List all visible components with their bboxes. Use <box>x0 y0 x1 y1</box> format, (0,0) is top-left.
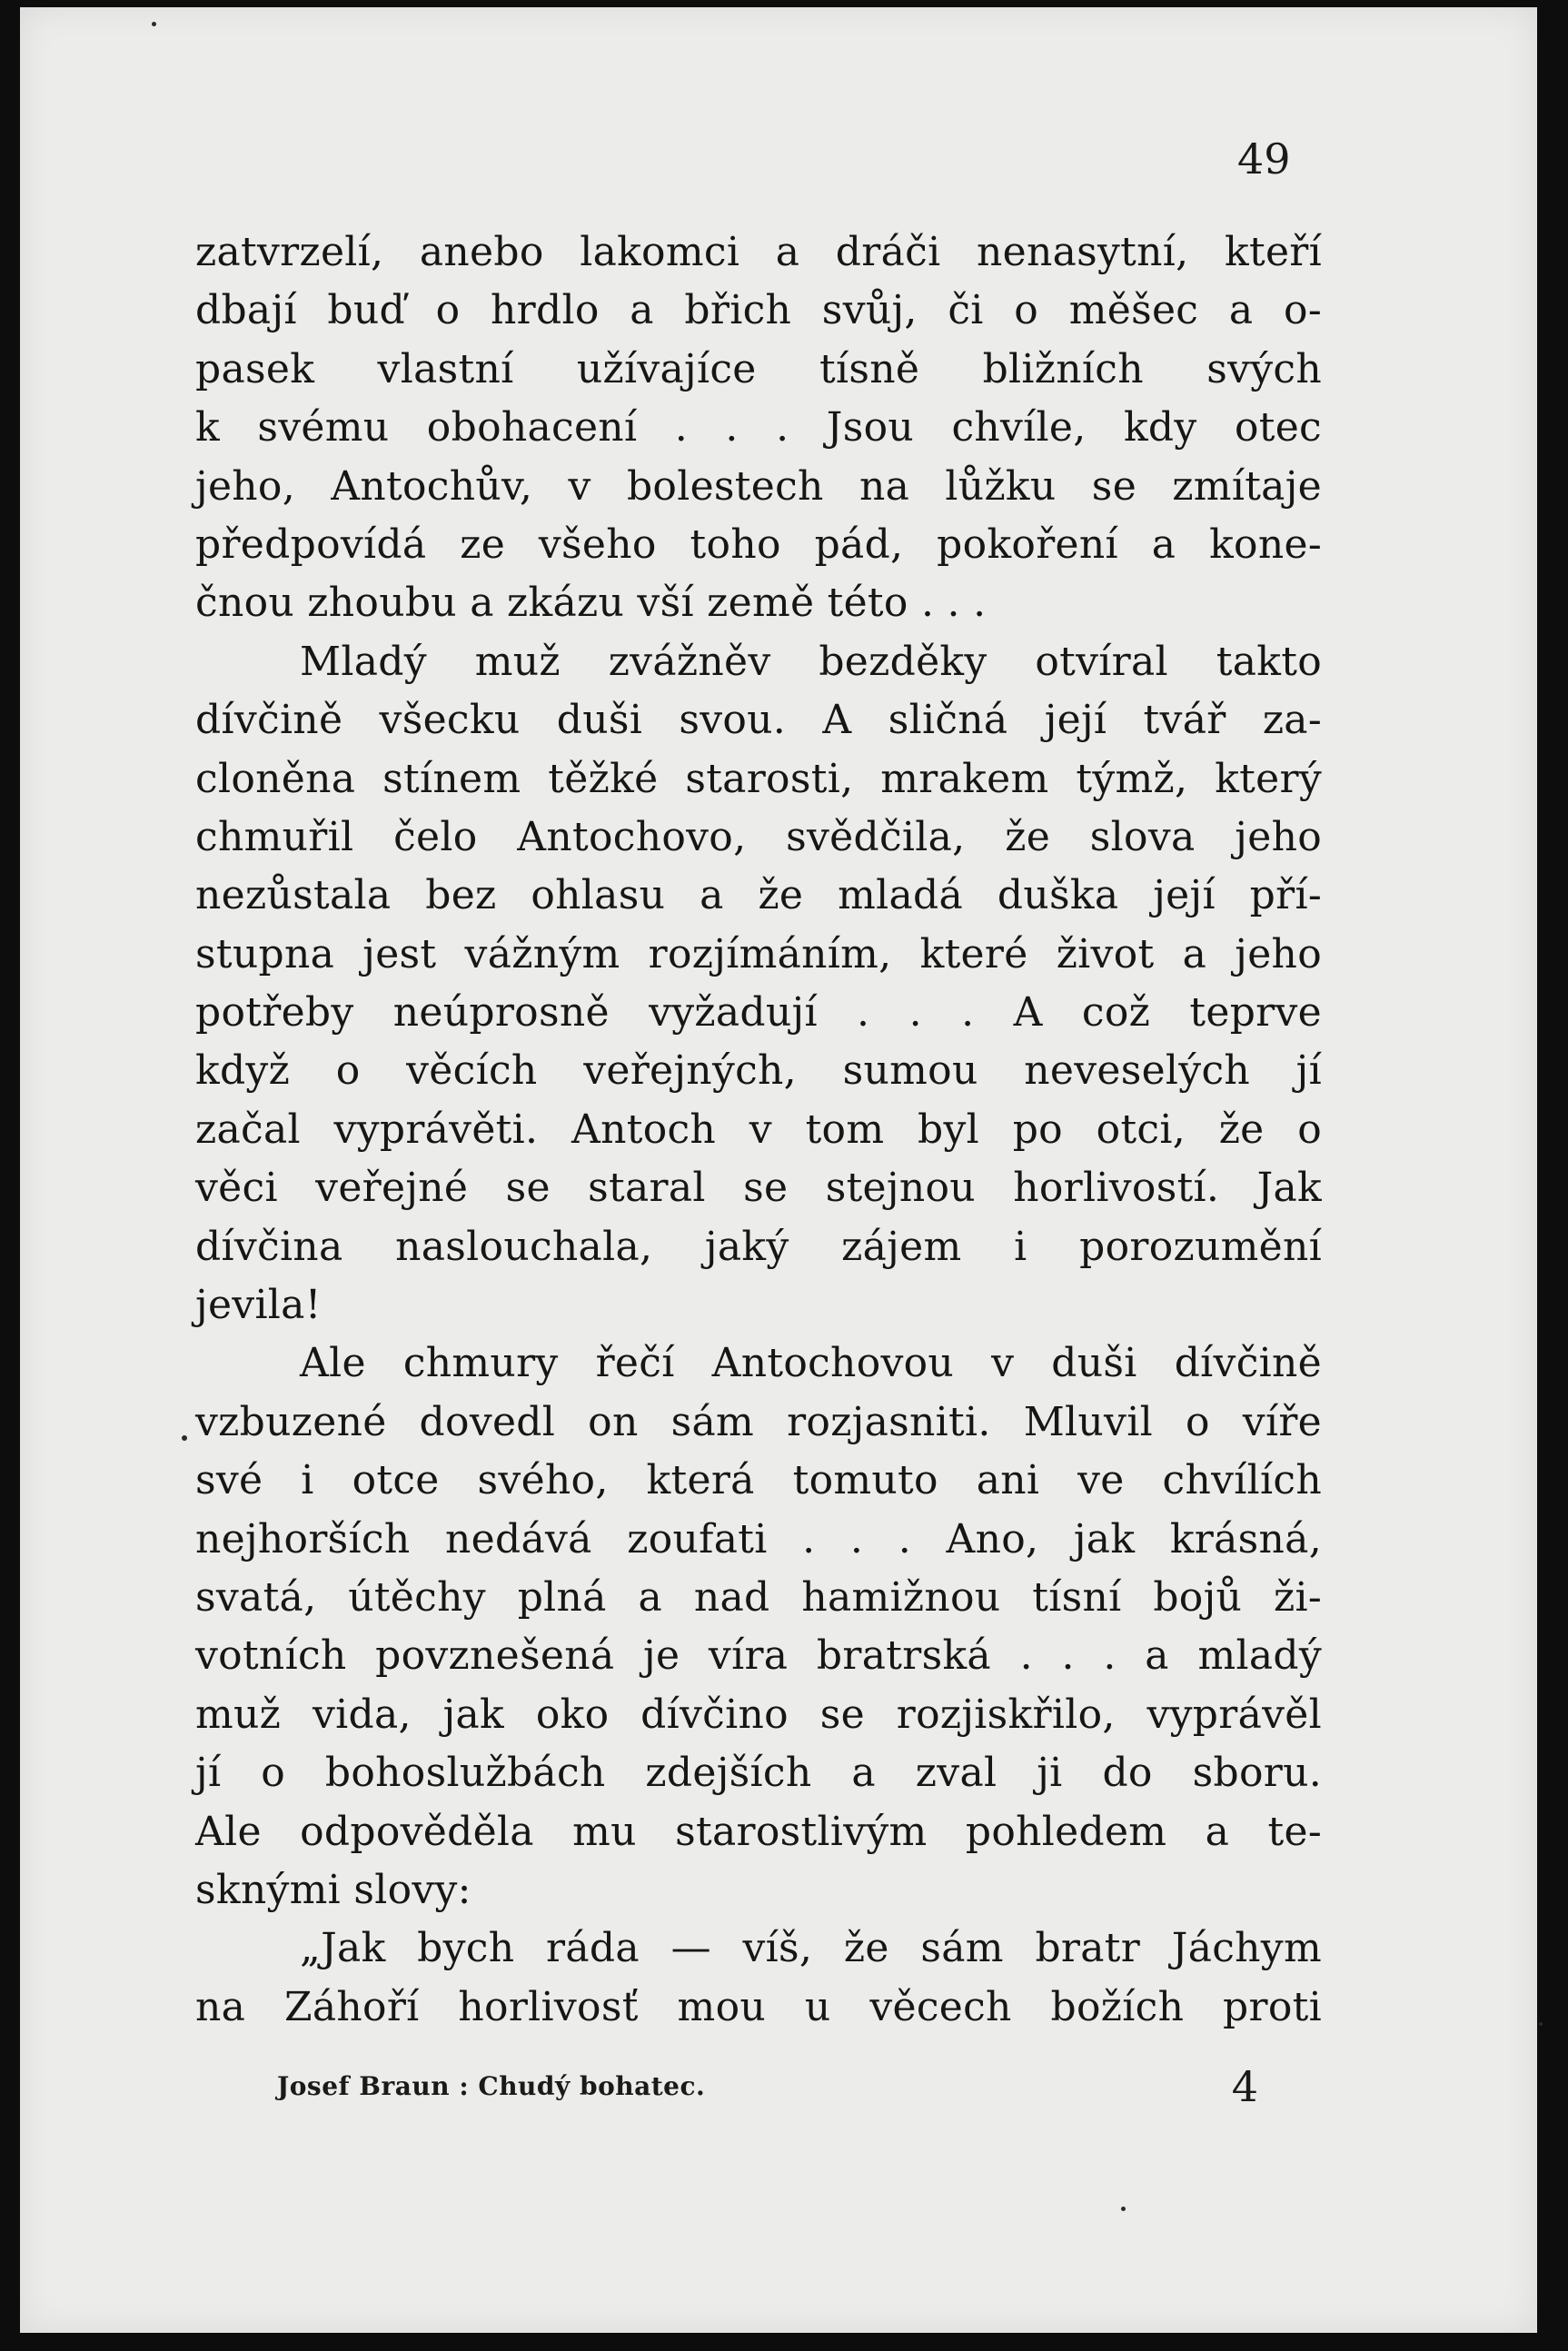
text-line: nejhorších nedává zoufati . . . Ano, jak krásná, <box>195 1515 1322 1562</box>
text-line: chmuřil čelo Antochovo, svědčila, že slova jeho <box>195 813 1322 860</box>
print-speck <box>1121 2207 1126 2211</box>
text-line: svatá, útěchy plná a nad hamižnou tísní bojů ži- <box>195 1573 1322 1621</box>
text-line: pasek vlastní užívajíce tísně bližních svých <box>195 345 1322 392</box>
text-line: předpovídá ze všeho toho pád, pokoření a kone- <box>195 521 1322 568</box>
text-line: Ale chmury řečí Antochovou v duši dívčině <box>300 1340 1322 1387</box>
text-line: Mladý muž zvážněv bezděky otvíral takto <box>300 638 1322 685</box>
text-line: muž vida, jak oko dívčino se rozjiskřilo, vyprávěl <box>195 1691 1322 1738</box>
text-line: k svému obohacení . . . Jsou chvíle, kdy otec <box>195 404 1322 451</box>
text-line: potřeby neúprosně vyžadují . . . A což teprve <box>195 989 1322 1037</box>
text-line: sknými slovy: <box>195 1866 471 1913</box>
signature-mark: 4 <box>1231 2062 1258 2111</box>
footer-author-title: Josef Braun : Chudý bohatec. <box>277 2071 706 2101</box>
text-line: dívčina naslouchala, jaký zájem i porozumění <box>195 1223 1322 1270</box>
text-line: stupna jest vážným rozjímáním, které život a jeho <box>195 930 1322 977</box>
text-line: začal vyprávěti. Antoch v tom byl po otci, že o <box>195 1106 1322 1153</box>
text-line: jevila! <box>195 1282 322 1329</box>
text-line: čnou zhoubu a zkázu vší země této . . . <box>195 580 987 627</box>
text-line: dbají buď o hrdlo a břich svůj, či o měšec a o- <box>195 287 1322 334</box>
book-page <box>20 7 1537 2333</box>
text-line: Ale odpověděla mu starostlivým pohledem a te- <box>195 1808 1322 1855</box>
text-line: jeho, Antochův, v bolestech na lůžku se zmítaje <box>195 462 1322 510</box>
body-text <box>195 223 1322 2037</box>
page-footer <box>277 2062 1258 2117</box>
text-line: věci veřejné se staral se stejnou horlivostí. Jak <box>195 1165 1322 1212</box>
print-speck <box>182 1435 187 1441</box>
text-line: nezůstala bez ohlasu a že mladá duška její pří- <box>195 872 1322 919</box>
text-line: votních povznešená je víra bratrská . . . a mladý <box>195 1632 1322 1680</box>
print-speck <box>152 22 156 26</box>
text-line: své i otce svého, která tomuto ani ve chvílích <box>195 1457 1322 1504</box>
text-line: „Jak bych ráda — víš, že sám bratr Jáchym <box>300 1925 1322 1972</box>
text-line: jí o bohoslužbách zdejších a zval ji do sboru. <box>195 1750 1322 1797</box>
text-line: zatvrzelí, anebo lakomci a dráči nenasytní, kteří <box>195 229 1322 275</box>
page-number: 49 <box>1237 134 1291 184</box>
print-speck <box>1539 2022 1543 2026</box>
text-line: dívčině všecku duši svou. A sličná její tvář za- <box>195 697 1322 744</box>
text-line: na Záhoří horlivosť mou u věcech božích proti <box>195 1983 1322 2030</box>
text-line: cloněna stínem těžké starosti, mrakem týmž, který <box>195 755 1322 802</box>
text-line: když o věcích veřejných, sumou neveselých jí <box>195 1047 1322 1095</box>
text-line: vzbuzené dovedl on sám rozjasniti. Mluvil o víře <box>195 1398 1322 1445</box>
